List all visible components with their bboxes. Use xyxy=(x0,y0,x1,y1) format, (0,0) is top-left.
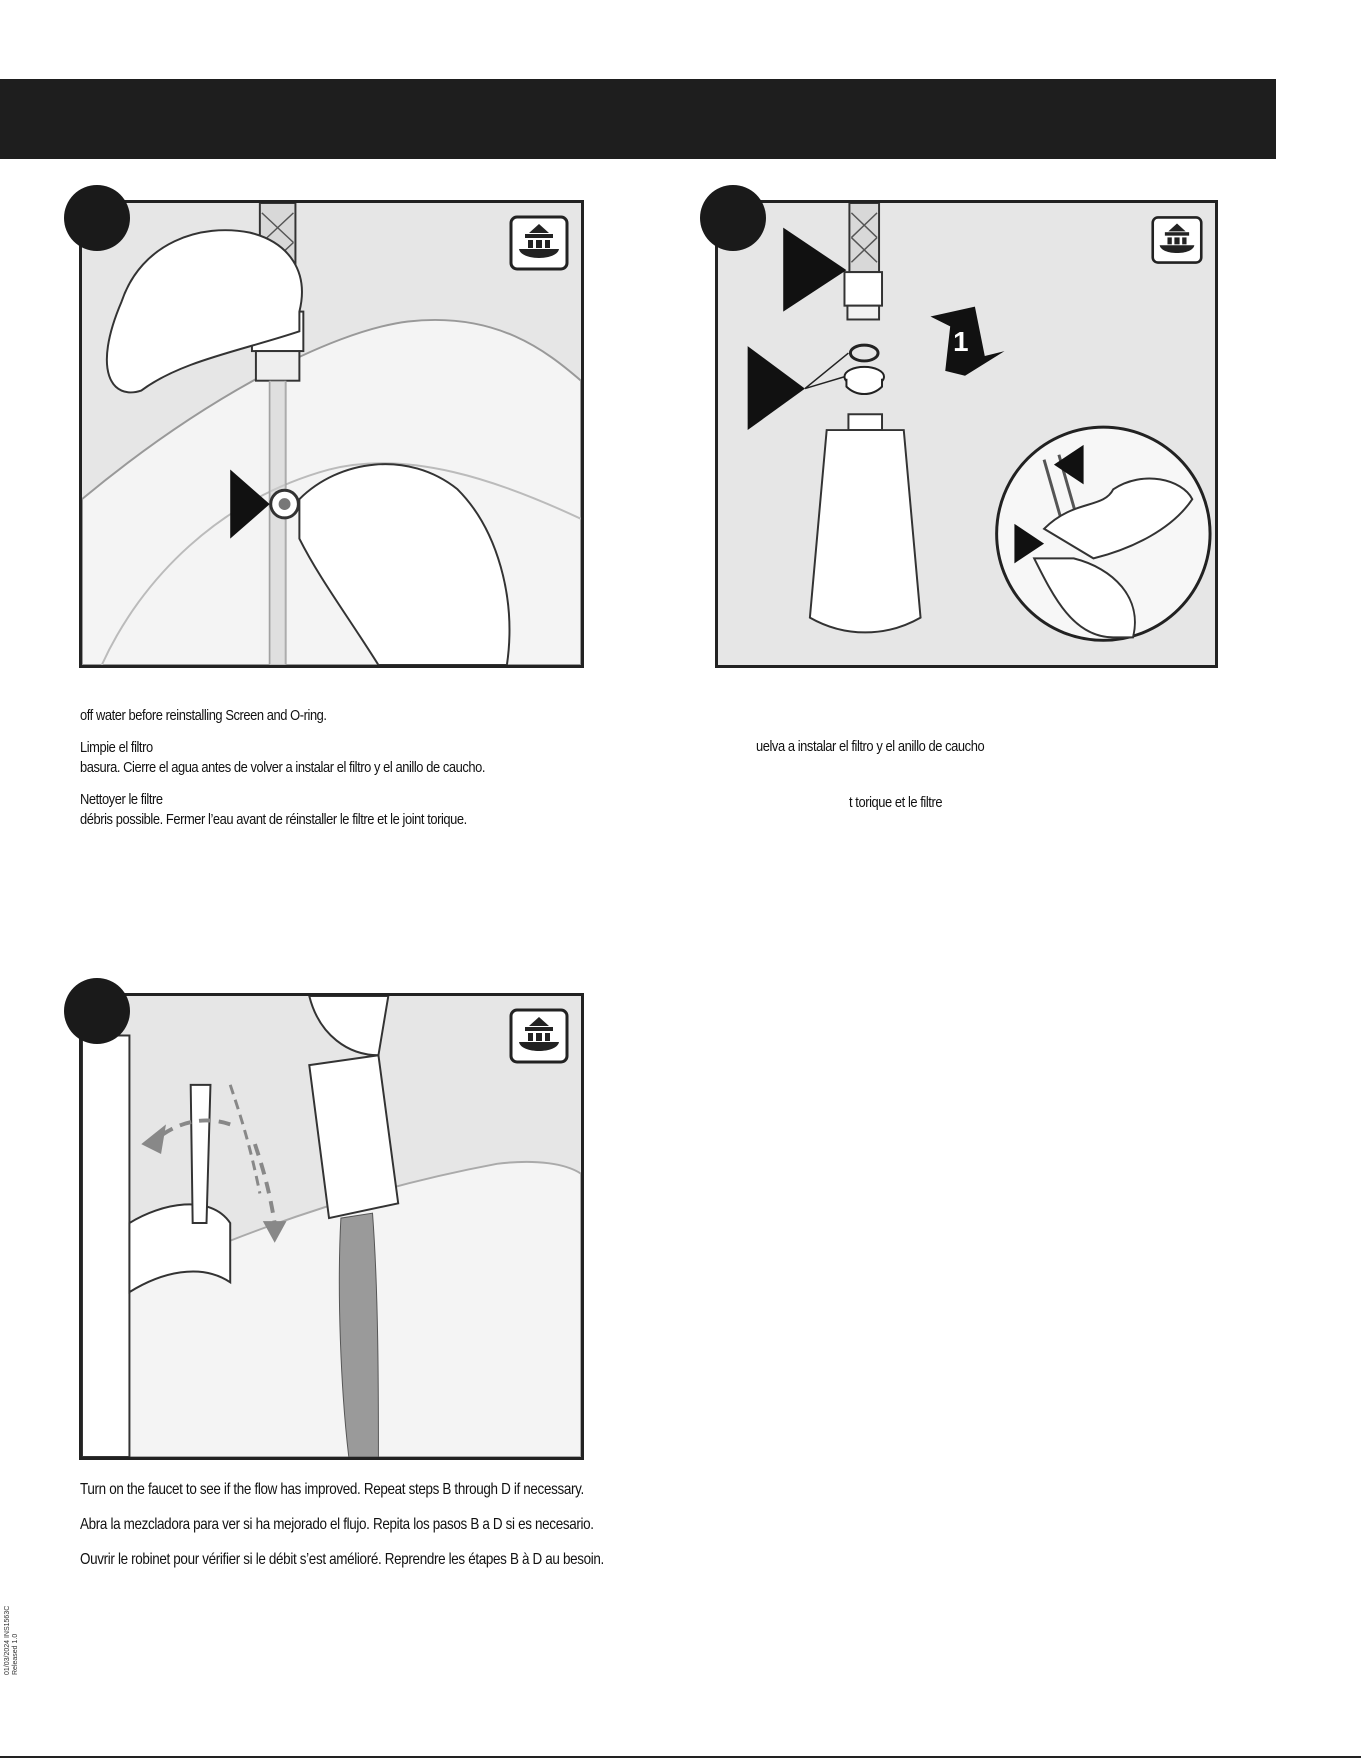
instruction-fr-title: Nettoyer le filtre xyxy=(80,791,163,808)
illustration-test-flow xyxy=(82,996,581,1457)
illustration-clean-screen xyxy=(82,203,581,665)
step-marker-a xyxy=(64,185,130,251)
sink-icon xyxy=(509,1008,569,1064)
instructions-c xyxy=(80,1480,700,1585)
document-code: 01/03/2024 INS1563C Released 1.0 xyxy=(4,1605,19,1675)
panel-clean-screen xyxy=(79,200,584,668)
sink-icon xyxy=(1151,215,1203,265)
step-marker-c xyxy=(64,978,130,1044)
instruction-es-title: Limpie el filtro xyxy=(80,739,153,756)
instruction-fr: t torique et le filtre xyxy=(849,794,943,811)
panel-reinstall-screen xyxy=(715,200,1218,668)
panel-test-flow xyxy=(79,993,584,1460)
instruction-fr: Ouvrir le robinet pour vérifier si le débit s’est amélioré. Reprendre les étapes B à D au besoin. xyxy=(80,1551,604,1568)
instruction-es: uelva a instalar el filtro y el anillo de caucho xyxy=(756,738,985,755)
instructions-b-fr xyxy=(849,793,1149,813)
sink-icon xyxy=(509,215,569,271)
bottom-rule xyxy=(0,1756,1361,1758)
illustration-reinstall-screen xyxy=(718,203,1215,665)
instruction-en: off water before reinstalling Screen and O-ring. xyxy=(80,707,327,724)
instruction-es: Abra la mezcladora para ver si ha mejorado el flujo. Repita los pasos B a D si es necesario. xyxy=(80,1516,594,1533)
callout-number: 1 xyxy=(953,326,969,358)
instructions-b xyxy=(756,737,1236,757)
instruction-en: Turn on the faucet to see if the flow has improved. Repeat steps B through D if necessary. xyxy=(80,1481,584,1498)
instruction-es: basura. Cierre el agua antes de volver a instalar el filtro y el anillo de caucho. xyxy=(80,759,486,776)
header-bar xyxy=(0,79,1276,159)
instruction-fr: débris possible. Fermer l’eau avant de réinstaller le filtre et le joint torique. xyxy=(80,811,467,828)
instructions-a xyxy=(80,706,640,840)
step-marker-b xyxy=(700,185,766,251)
